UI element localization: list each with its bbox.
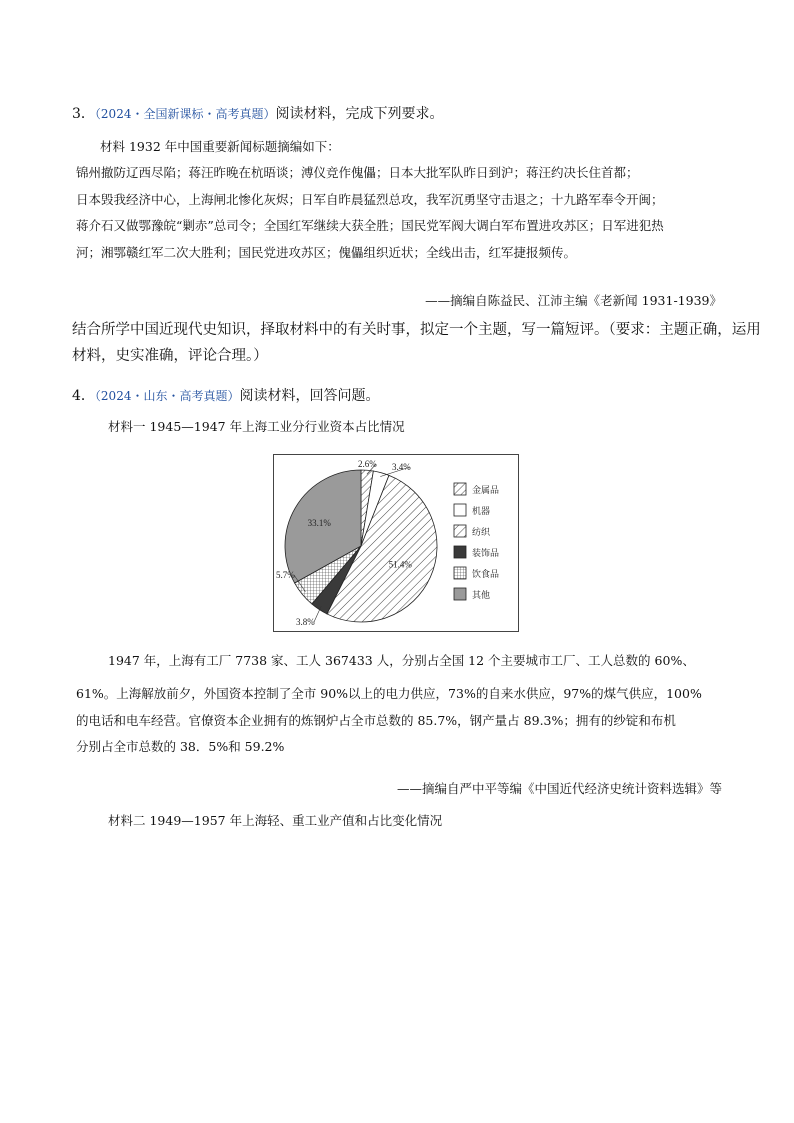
prompt-line: 材料，史实准确，评论合理。） (72, 348, 268, 364)
legend-swatch (454, 525, 466, 537)
legend-label: 其他 (472, 591, 491, 601)
material-line: 锦州撤防辽西尽陷；蒋汪昨晚在杭晤谈；溥仪竞作傀儡；日本大批军队昨日到沪；蒋汪约决长住首都； (76, 165, 639, 180)
pie-chart (273, 454, 519, 632)
material-line: 河；湘鄂赣红军二次大胜利；国民党进攻苏区；傀儡组织近状；全线出击，红军捷报频传。 (76, 244, 577, 260)
material-line: 1947 年，上海有工厂 7738 家、工人 367433 人，分别占全国 12 个主要城市工厂、工人总数的 60%、 (108, 653, 695, 668)
legend-swatch (454, 588, 466, 600)
legend-swatch (454, 504, 466, 516)
material-2-title: 材料二 1949—1957 年上海轻、重工业产值和占比变化情况 (108, 813, 443, 828)
pie-chart-svg (274, 455, 518, 631)
legend-swatch (454, 567, 466, 579)
material-1-text (108, 648, 728, 675)
legend-swatch (454, 546, 466, 558)
question-number: 4． (72, 388, 95, 404)
question-3-prompt (72, 317, 761, 369)
question-instruction: 阅读材料，回答问题。 (239, 388, 380, 404)
question-3-header (72, 103, 443, 123)
legend-label: 机器 (472, 507, 491, 517)
legend-label: 纺织 (472, 528, 491, 538)
pie-slice-label: 5.7% (276, 570, 295, 580)
pie-slice-label: 33.1% (307, 517, 331, 528)
prompt-line: 结合所学中国近现代史知识，择取材料中的有关时事，拟定一个主题，写一篇短评。（要求：主题正确，运用 (72, 322, 761, 338)
question-source: （2024・山东・高考真题） (94, 389, 240, 403)
citation: ——摘编自严中平等编《中国近代经济史统计资料选辑》等 (396, 781, 722, 796)
legend-label: 金属品 (472, 486, 500, 496)
material-line: 分别占全市总数的 38．5%和 59.2% (76, 739, 285, 754)
material-1-text-cont (76, 681, 726, 761)
legend-label: 装饰品 (472, 549, 500, 559)
legend-label: 饮食品 (472, 570, 500, 580)
material-title: 材料 1932 年中国重要新闻标题摘编如下： (100, 139, 340, 154)
material-line: 日本毁我经济中心，上海闸北惨化灰烬；日军自昨晨猛烈总攻，我军沉勇坚守击退之；十九路军奉令开闽； (76, 191, 664, 207)
question-number: 3． (72, 106, 95, 122)
legend-swatch (454, 483, 466, 495)
citation: ——摘编自陈益民、江沛主编《老新闻 1931-1939》 (425, 293, 722, 308)
pie-slice-label: 3.8% (296, 617, 315, 627)
material-line: 蒋介石又做鄂豫皖“剿赤”总司令；全国红军继续大获全胜；国民党军阀大调白军布置进攻苏区；日军进犯热 (76, 218, 664, 233)
pie-slice-label: 2.6% (358, 459, 377, 469)
pie-slice-label: 51.4% (388, 559, 412, 570)
question-4-header (72, 385, 379, 405)
question-instruction: 阅读材料，完成下列要求。 (275, 106, 444, 122)
material-1-title: 材料一 1945—1947 年上海工业分行业资本占比情况 (108, 419, 405, 434)
question-source: （2024・全国新课标・高考真题） (94, 107, 276, 121)
pie-slice-label: 3.4% (392, 462, 411, 472)
material-line: 的电话和电车经营。官僚资本企业拥有的炼钢炉占全市总数的 85.7%，钢产量占 89.3%；拥有的纱锭和布机 (76, 712, 676, 728)
material-line: 61%。上海解放前夕，外国资本控制了全市 90%以上的电力供应，73%的自来水供应，97%的煤气供应，100% (76, 686, 702, 701)
material-text (76, 160, 726, 266)
